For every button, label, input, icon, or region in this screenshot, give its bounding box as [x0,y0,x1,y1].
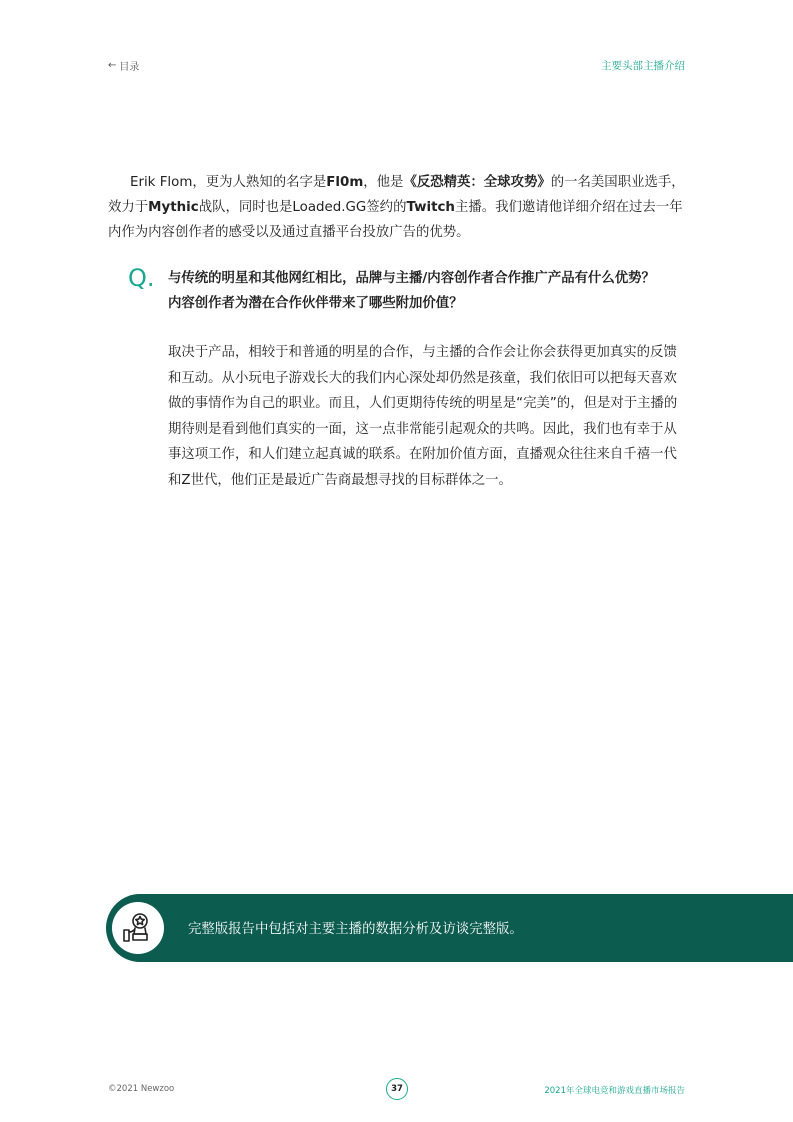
back-to-toc-link[interactable] [108,58,139,73]
question-text [168,266,688,316]
back-link-label: 目录 [119,62,140,73]
arrow-left-icon: ← [108,60,117,71]
report-title: 2021年全球电竞和游戏直播市场报告 [544,1086,685,1096]
question-marker: Q. [128,264,155,292]
full-report-banner[interactable] [106,894,793,962]
banner-text: 完整版报告中包括对主要主播的数据分析及访谈完整版。 [188,922,523,937]
page-number: 37 [386,1078,408,1100]
trophy-icon [112,902,164,954]
page-footer [108,1080,685,1100]
page-header [108,58,685,72]
question-line-2: 内容创作者为潜在合作伙伴带来了哪些附加价值？ [168,296,463,311]
question-line-1: 与传统的明星和其他网红相比，品牌与主播/内容创作者合作推广产品有什么优势？ [168,271,655,286]
section-title[interactable]: 主要头部主播介绍 [601,60,685,72]
intro-paragraph: Erik Flom，更为人熟知的名字是Fl0m，他是《反恐精英：全球攻势》的一名美国职业选手，效力于Mythic战队，同时也是Loaded.GG签约的Twitch主播。我们邀请他详细介绍在过去一年内作为内容创作者的感受以及通过直播平台投放广告的优势。 [108,175,685,240]
answer-paragraph: 取决于产品，相较于和普通的明星的合作，与主播的合作会让你会获得更加真实的反馈和互动。从小玩电子游戏长大的我们内心深处却仍然是孩童，我们依旧可以把每天喜欢做的事情作为自己的职业。而且，人们更期待传统的明星是“完美”的，但是对于主播的期待则是看到他们真实的一面，这一点非常能引起观众的共鸣。因此，我们也有幸于从事这项工作，和人们建立起真诚的联系。在附加价值方面，直播观众往往来自千禧一代和Z世代，他们正是最近广告商最想寻找的目标群体之一。 [168,345,678,488]
copyright: ©2021 Newzoo [108,1084,175,1094]
